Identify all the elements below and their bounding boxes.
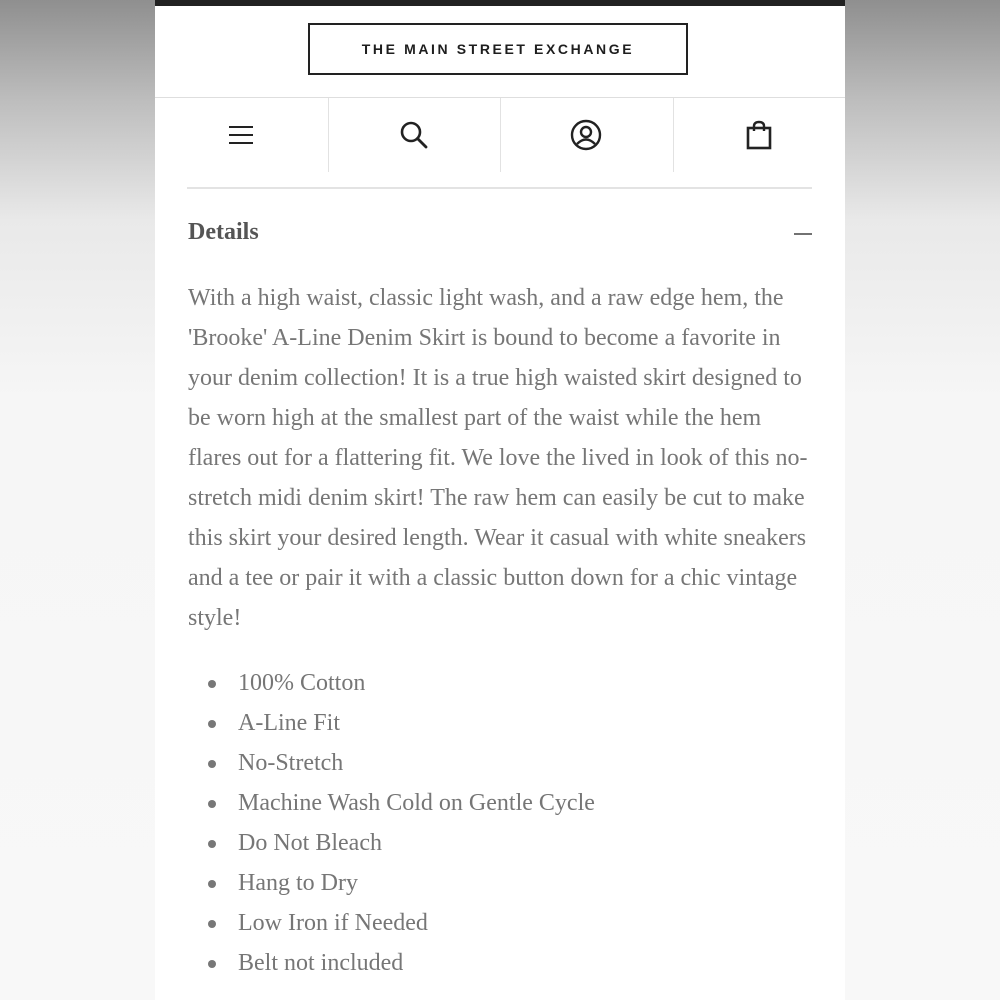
account-button[interactable] xyxy=(500,98,673,172)
menu-icon xyxy=(228,125,254,145)
top-bar xyxy=(155,0,845,6)
icon-nav xyxy=(155,98,845,172)
nav-divider xyxy=(187,187,812,189)
feature-item: Low Iron if Needed xyxy=(188,903,595,943)
menu-button[interactable] xyxy=(155,98,328,172)
shopping-bag-icon xyxy=(746,120,772,150)
feature-list xyxy=(188,663,595,983)
feature-item: Machine Wash Cold on Gentle Cycle xyxy=(188,783,595,823)
cart-button[interactable] xyxy=(673,98,846,172)
feature-item: Hang to Dry xyxy=(188,863,595,903)
account-icon xyxy=(570,119,602,151)
search-icon xyxy=(399,120,429,150)
minus-icon[interactable] xyxy=(793,224,813,244)
feature-item: 100% Cotton xyxy=(188,663,595,703)
product-page xyxy=(155,0,845,1000)
feature-item: No-Stretch xyxy=(188,743,595,783)
search-button[interactable] xyxy=(328,98,501,172)
feature-item: A-Line Fit xyxy=(188,703,595,743)
feature-item: Do Not Bleach xyxy=(188,823,595,863)
details-heading[interactable]: Details xyxy=(188,219,259,245)
product-description: With a high waist, classic light wash, and a raw edge hem, the 'Brooke' A-Line Denim Skirt is bound to become a favorite in your denim collection! It is a true high waisted skirt designed to be worn high at the smallest part of the waist while the hem flares out for a flattering fit. We love the lived in look of this no-stretch midi denim skirt! The raw hem can easily be cut to make this skirt your desired length. Wear it casual with white sneakers and a tee or pair it with a classic button down for a chic vintage style! xyxy=(188,285,808,631)
feature-item: Belt not included xyxy=(188,943,595,983)
store-logo[interactable]: THE MAIN STREET EXCHANGE xyxy=(308,23,688,75)
